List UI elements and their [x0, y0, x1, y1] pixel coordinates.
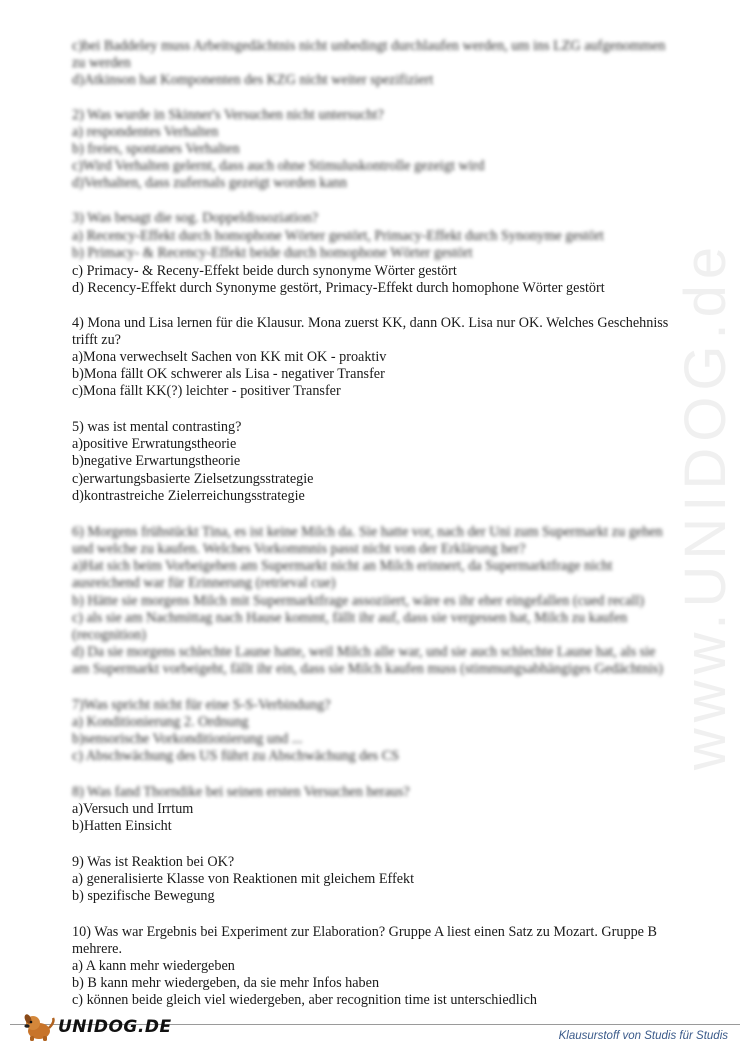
blurred-text-line: b) Hätte sie morgens Milch mit Supermarktfrage assoziiert, wäre es ihr eher eingefallen (cued recall) [72, 593, 645, 609]
q10-question-line2: mehrere. [72, 941, 123, 957]
q5-option-c: c)erwartungsbasierte Zielsetzungsstrategie [72, 471, 314, 487]
q4-option-c: c)Mona fällt KK(?) leichter - positiver Transfer [72, 383, 341, 399]
blurred-text-line: 6) Morgens frühstückt Tina, es ist keine Milch da. Sie hatte vor, nach der Uni zum Supermarkt zu gehen [72, 524, 663, 540]
blurred-text-line: b)sensorische Vorkonditionierung und ... [72, 731, 303, 747]
q4-option-a: a)Mona verwechselt Sachen von KK mit OK - proaktiv [72, 349, 387, 365]
blurred-text-line: d) Da sie morgens schlechte Laune hatte, weil Milch alle war, und sie auch schlechte Laune hat, als sie [72, 644, 656, 660]
blurred-text-line: a)Hat sich beim Vorbeigehen am Supermarkt nicht an Milch erinnert, da Supermarktfrage nicht [72, 558, 613, 574]
q10-question-line1: 10) Was war Ergebnis bei Experiment zur Elaboration? Gruppe A liest einen Satz zu Mozart. Gruppe B [72, 924, 657, 940]
q10-option-c: c) können beide gleich viel wiedergeben, aber recognition time ist unterschiedlich [72, 992, 538, 1008]
blurred-text-line: c)bei Baddeley muss Arbeitsgedächtnis nicht unbedingt durchlaufen werden, um ins LZG aufgenommen [72, 38, 666, 54]
blurred-text-line: 8) Was fand Thorndike bei seinen ersten Versuchen heraus? [72, 784, 410, 800]
footer-tagline: Klausurstoff von Studis für Studis [558, 1030, 728, 1042]
blurred-text-line: ausreichend war für Erinnerung (retrieval cue) [72, 575, 336, 591]
blurred-text-line: c) Abschwächung des US führt zu Abschwächung des CS [72, 748, 400, 764]
blurred-text-line: d)Verhalten, dass zufernals gezeigt worden kann [72, 175, 347, 191]
q9-question: 9) Was ist Reaktion bei OK? [72, 854, 235, 870]
blurred-text-line: 3) Was besagt die sog. Doppeldissoziation? [72, 210, 319, 226]
q3-option-d: d) Recency-Effekt durch Synonyme gestört, Primacy-Effekt durch homophone Wörter gestört [72, 280, 605, 296]
q5-option-a: a)positive Erwratungstheorie [72, 436, 237, 452]
q5-option-d: d)kontrastreiche Zielerreichungsstrategie [72, 488, 305, 504]
unidog-logo[interactable] [22, 1012, 172, 1042]
q9-option-b: b) spezifische Bewegung [72, 888, 215, 904]
q4-question-line2: trifft zu? [72, 332, 121, 348]
blurred-text-line: b) Primacy- & Recency-Effekt beide durch homophone Wörter gestört [72, 245, 473, 261]
q8-option-b: b)Hatten Einsicht [72, 818, 172, 834]
blurred-text-line: d)Atkinson hat Komponenten des KZG nicht weiter spezifiziert [72, 72, 434, 88]
watermark [668, 240, 743, 770]
blurred-text-line: c)Wird Verhalten gelernt, dass auch ohne Stimuluskontrolle gezeigt wird [72, 158, 485, 174]
q4-question-line1: 4) Mona und Lisa lernen für die Klausur. Mona zuerst KK, dann OK. Lisa nur OK. Welches Geschehniss [72, 315, 669, 331]
q10-option-b: b) B kann mehr wiedergeben, da sie mehr Infos haben [72, 975, 380, 991]
q5-question: 5) was ist mental contrasting? [72, 419, 242, 435]
q8-option-a: a)Versuch und Irrtum [72, 801, 194, 817]
blurred-text-line: a) respondentes Verhalten [72, 124, 219, 140]
blurred-text-line: (recognition) [72, 627, 147, 643]
blurred-text-line: und welche zu kaufen. Welches Vorkommnis passt nicht von der Erklärung her? [72, 541, 526, 557]
watermark-text: www.UNIDOG.de [673, 240, 739, 770]
blurred-text-line: a) Konditionierung 2. Ordnung [72, 714, 249, 730]
blurred-text-line: a) Recency-Effekt durch homophone Wörter gestört, Primacy-Effekt durch Synonyme gestört [72, 228, 604, 244]
blurred-text-line: am Supermarkt vorbeigeht, fällt ihr ein, dass sie Milch kaufen muss (stimmungsabhängiges Gedächtnis) [72, 661, 664, 677]
blurred-text-line: 7)Was spricht nicht für eine S-S-Verbindung? [72, 697, 331, 713]
q4-option-b: b)Mona fällt OK schwerer als Lisa - negativer Transfer [72, 366, 385, 382]
q5-option-b: b)negative Erwartungstheorie [72, 453, 241, 469]
q9-option-a: a) generalisierte Klasse von Reaktionen mit gleichem Effekt [72, 871, 415, 887]
blurred-text-line: b) freies, spontanes Verhalten [72, 141, 240, 157]
logo-text: UNIDOG.DE [58, 1017, 172, 1037]
blurred-text-line: zu werden [72, 55, 131, 71]
q10-option-a: a) A kann mehr wiedergeben [72, 958, 235, 974]
q3-option-c: c) Primacy- & Receny-Effekt beide durch synonyme Wörter gestört [72, 263, 457, 279]
blurred-text-line: 2) Was wurde in Skinner's Versuchen nicht untersucht? [72, 107, 384, 123]
dog-icon [22, 1012, 56, 1042]
blurred-text-line: c) als sie am Nachmittag nach Hause kommt, fällt ihr auf, dass sie vergessen hat, Milch zu kaufen [72, 610, 628, 626]
